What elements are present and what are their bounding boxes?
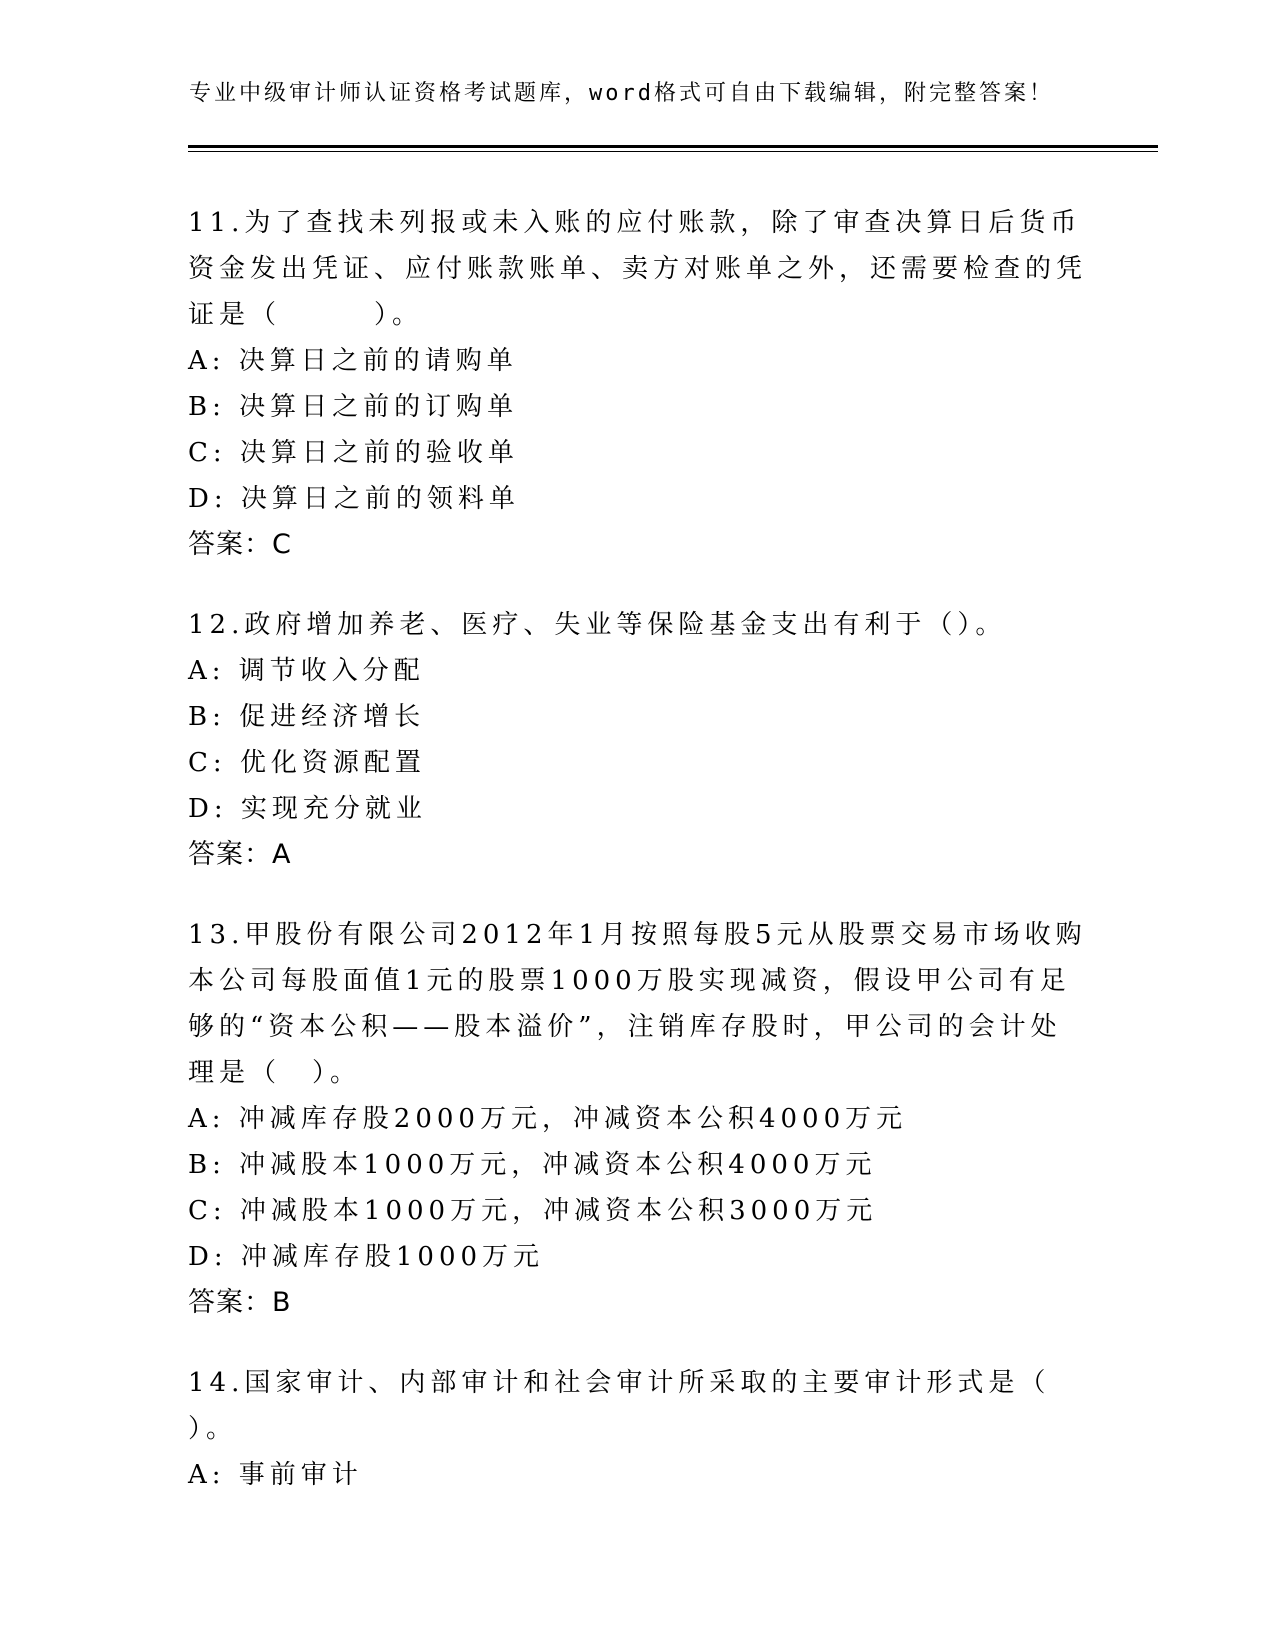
option-a: A: 冲减库存股2000万元，冲减资本公积4000万元	[188, 1104, 908, 1134]
option-d: D: 冲减库存股1000万元	[188, 1242, 545, 1272]
question-stem: 13.甲股份有限公司2012年1月按照每股5元从股票交易市场收购本公司每股面值1元的股票1000万股实现减资，假设甲公司有足够的“资本公积——股本溢价”，注销库存股时，甲公司的会计处理是（ ）。	[188, 920, 1087, 1088]
option-a: A: 调节收入分配	[188, 656, 425, 686]
header-rule-thick	[188, 145, 1158, 148]
answer-line: 答案：C	[188, 529, 292, 560]
answer-line: 答案：B	[188, 1287, 292, 1318]
answer-line: 答案：A	[188, 839, 292, 870]
option-a: A: 决算日之前的请购单	[188, 346, 518, 376]
question-stem: 11.为了查找未列报或未入账的应付账款，除了审查决算日后货币资金发出凭证、应付账款账单、卖方对账单之外，还需要检查的凭证是（ ）。	[188, 208, 1088, 330]
question-11	[188, 200, 1088, 568]
option-d: D: 决算日之前的领料单	[188, 484, 520, 514]
option-c: C: 决算日之前的验收单	[188, 438, 519, 468]
option-b: B: 促进经济增长	[188, 702, 426, 732]
option-d: D: 实现充分就业	[188, 794, 427, 824]
option-a: A: 事前审计	[188, 1460, 363, 1490]
question-12	[188, 602, 1088, 878]
question-list	[188, 200, 1088, 1532]
option-c: C: 冲减股本1000万元，冲减资本公积3000万元	[188, 1196, 878, 1226]
option-b: B: 冲减股本1000万元，冲减资本公积4000万元	[188, 1150, 877, 1180]
page-header: 专业中级审计师认证资格考试题库，word格式可自由下载编辑，附完整答案！	[189, 81, 1054, 106]
question-stem: 14.国家审计、内部审计和社会审计所采取的主要审计形式是（ ）。	[188, 1368, 1051, 1444]
option-c: C: 优化资源配置	[188, 748, 426, 778]
header-rule-thin	[188, 151, 1158, 152]
question-stem: 12.政府增加养老、医疗、失业等保险基金支出有利于（）。	[188, 610, 1007, 640]
question-14	[188, 1360, 1088, 1498]
option-b: B: 决算日之前的订购单	[188, 392, 519, 422]
question-13	[188, 912, 1088, 1326]
